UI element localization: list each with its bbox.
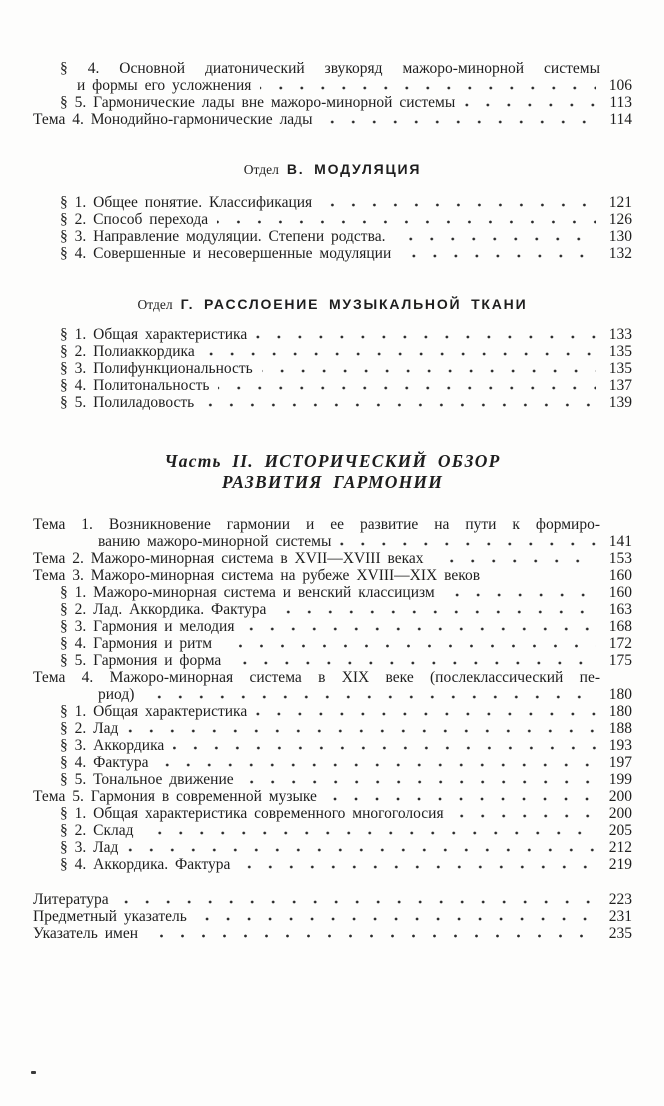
- toc-entry-text: § 5. Гармонические лады вне мажоро-минорной системы: [60, 94, 456, 111]
- toc-entry-text: § 2. Лад: [60, 720, 119, 737]
- toc-entry-page: 175: [608, 652, 632, 669]
- toc-entry-page: 200: [608, 788, 632, 805]
- toc-entry-text: § 4. Гармония и ритм: [60, 635, 213, 652]
- part2-heading-line2: РАЗВИТИЯ ГАРМОНИИ: [221, 472, 444, 492]
- toc-entry-page: 223: [608, 891, 632, 908]
- toc-entry: [33, 822, 632, 839]
- toc-entry-page: 106: [608, 77, 632, 94]
- leader-dots: [489, 576, 596, 580]
- toc-entry-page: 141: [608, 533, 632, 550]
- toc-entry: [33, 891, 632, 908]
- part2-heading: [33, 451, 632, 493]
- toc-entry-page: 135: [608, 343, 632, 360]
- toc-entry: [33, 601, 632, 618]
- toc-entry-page: 121: [608, 194, 632, 211]
- toc-entry-page: 113: [609, 94, 632, 111]
- leader-dots: [118, 900, 596, 904]
- leader-dots: [239, 865, 596, 869]
- toc-entry: [33, 245, 632, 262]
- leader-dots: [173, 746, 596, 750]
- heading-prefix: Отдел: [243, 162, 279, 177]
- leader-dots: [218, 386, 596, 390]
- scan-artifact-dot: [31, 1071, 36, 1074]
- toc-entry-text: § 4. Основной диатонический звукоряд мажоро-минорной системы: [60, 60, 600, 77]
- toc-entry-text: § 3. Полифункциональность: [60, 360, 253, 377]
- toc-entry-text: § 3. Аккордика: [60, 737, 165, 754]
- leader-dots: [203, 403, 596, 407]
- toc-entry-text: § 5. Тональное движение: [60, 771, 234, 788]
- toc-entry: [33, 839, 632, 856]
- toc-entry-page: 153: [608, 550, 632, 567]
- toc-entry-page: 130: [608, 228, 632, 245]
- leader-dots: [260, 86, 596, 90]
- toc-entry-page: 172: [608, 635, 632, 652]
- leader-dots: [143, 831, 597, 835]
- toc-entry: [33, 703, 632, 720]
- toc-entry: [33, 652, 632, 669]
- toc-entry: [33, 686, 632, 703]
- part2-heading-line1: Часть II. ИСТОРИЧЕСКИЙ ОБЗОР: [164, 451, 501, 471]
- toc-entry-text: Тема 3. Мажоро-минорная система на рубеже XVIII—XIX веков: [33, 567, 481, 584]
- toc-entry: [33, 94, 632, 111]
- toc-entry-text: § 2. Полиаккордика: [60, 343, 195, 360]
- toc-entry: [33, 394, 632, 411]
- toc-entry-text: § 1. Общая характеристика: [60, 703, 248, 720]
- leader-dots: [394, 237, 596, 241]
- leader-dots: [243, 780, 596, 784]
- toc-entry: [33, 754, 632, 771]
- toc-entry-text: § 1. Общая характеристика: [60, 326, 248, 343]
- toc-entry-text: § 2. Лад. Аккордика. Фактура: [60, 601, 267, 618]
- leader-dots: [221, 644, 596, 648]
- heading-title: Г. РАССЛОЕНИЕ МУЗЫКАЛЬНОЙ ТКАНИ: [180, 296, 528, 312]
- toc-entry-text: § 5. Гармония и форма: [60, 652, 222, 669]
- leader-dots: [217, 220, 596, 224]
- toc-entry-page: 200: [608, 805, 632, 822]
- toc-entry: [33, 533, 632, 550]
- toc-entry-text: риод): [98, 686, 135, 703]
- toc-entry-text: ванию мажоро-минорной системы: [98, 533, 332, 550]
- leader-dots: [243, 627, 596, 631]
- leader-dots: [321, 120, 596, 124]
- toc-entry: [33, 326, 632, 343]
- toc-entry-text: § 3. Гармония и мелодия: [60, 618, 235, 635]
- heading-title: В. МОДУЛЯЦИЯ: [286, 161, 422, 177]
- leader-dots: [275, 610, 596, 614]
- toc-entry: [33, 360, 632, 377]
- toc-entry: [33, 567, 632, 584]
- section-heading-otdel-g: [33, 296, 632, 313]
- toc-entry: [33, 584, 632, 601]
- toc-entry-page: 212: [608, 839, 632, 856]
- toc-entry-page: 160: [608, 584, 632, 601]
- toc-entry: [33, 111, 632, 128]
- toc-entry-text: Литература: [33, 891, 109, 908]
- toc-entry: [33, 788, 632, 805]
- section-heading-otdel-v: [33, 161, 632, 178]
- toc-entry-page: 205: [608, 822, 632, 839]
- leader-dots: [127, 729, 596, 733]
- toc-entry-page: 135: [608, 360, 632, 377]
- toc-entry-text: § 2. Способ перехода: [60, 211, 209, 228]
- toc-entry-text: § 4. Политональность: [60, 377, 210, 394]
- toc-entry: [33, 618, 632, 635]
- toc-entry: [33, 343, 632, 360]
- toc-entry-text: Указатель имен: [33, 925, 138, 942]
- heading-prefix: Отдел: [137, 297, 173, 312]
- toc-entry: [33, 856, 632, 873]
- leader-dots: [127, 848, 596, 852]
- toc-entry: [33, 771, 632, 788]
- toc-entry-page: 180: [608, 686, 632, 703]
- leader-dots: [147, 934, 596, 938]
- toc-entry: [33, 550, 632, 567]
- toc-entry-text: § 4. Совершенные и несовершенные модуляции: [60, 245, 392, 262]
- toc-entry-page: 219: [608, 856, 632, 873]
- toc-entry-text: § 2. Склад: [60, 822, 134, 839]
- toc-entry-page: 235: [608, 925, 632, 942]
- toc-entry-page: 139: [608, 394, 632, 411]
- leader-dots: [321, 203, 596, 207]
- toc-entry: [33, 908, 632, 925]
- toc-entry-page: 199: [608, 771, 632, 788]
- toc-entry: [33, 737, 632, 754]
- toc-entry: [33, 925, 632, 942]
- section-part2-entries: [33, 516, 632, 873]
- toc-entry: [33, 228, 632, 245]
- leader-dots: [433, 559, 596, 563]
- leader-dots: [196, 917, 596, 921]
- toc-entry-page: 231: [608, 908, 632, 925]
- toc-entry-page: 160: [608, 567, 632, 584]
- toc-entry-page: 193: [608, 737, 632, 754]
- toc-entry-page: 180: [608, 703, 632, 720]
- toc-entry-page: 132: [608, 245, 632, 262]
- toc-entry: [33, 635, 632, 652]
- toc-entry-page: 133: [608, 326, 632, 343]
- toc-entry: [33, 377, 632, 394]
- toc-entry-text: Тема 4. Мажоро-минорная система в XIX веке (послеклассический пе-: [33, 669, 600, 686]
- leader-dots: [326, 797, 596, 801]
- leader-dots: [262, 369, 596, 373]
- toc-entry-text: и формы его усложнения: [77, 77, 252, 94]
- toc-entry: [33, 805, 632, 822]
- section-otdel-g-entries: [33, 326, 632, 411]
- toc-entry-text: Тема 5. Гармония в современной музыке: [33, 788, 317, 805]
- toc-entry: [33, 669, 632, 686]
- toc-entry-page: 137: [608, 377, 632, 394]
- section-backmatter-entries: [33, 891, 632, 942]
- toc-entry-page: 188: [608, 720, 632, 737]
- leader-dots: [340, 542, 596, 546]
- toc-entry-text: § 3. Лад: [60, 839, 119, 856]
- leader-dots: [400, 254, 596, 258]
- toc-entry-text: Тема 2. Мажоро-минорная система в XVII—XVIII веках: [33, 550, 424, 567]
- leader-dots: [444, 593, 596, 597]
- toc-entry-text: § 4. Фактура: [60, 754, 149, 771]
- toc-entry-page: 114: [609, 111, 632, 128]
- leader-dots: [143, 695, 596, 699]
- toc-entry: [33, 77, 632, 94]
- toc-entry-text: Тема 1. Возникновение гармонии и ее развитие на пути к формиро-: [33, 516, 600, 533]
- leader-dots: [230, 661, 596, 665]
- leader-dots: [158, 763, 596, 767]
- toc-entry: [33, 720, 632, 737]
- toc-entry-text: Предметный указатель: [33, 908, 187, 925]
- toc-entry-text: § 1. Общая характеристика современного многоголосия: [60, 805, 444, 822]
- toc-entry-page: 126: [608, 211, 632, 228]
- toc-entry-text: § 5. Полиладовость: [60, 394, 195, 411]
- leader-dots: [464, 103, 596, 107]
- toc-entry-text: Тема 4. Монодийно-гармонические лады: [33, 111, 313, 128]
- toc-entry-page: 168: [608, 618, 632, 635]
- leader-dots: [256, 335, 596, 339]
- toc-entry-text: § 3. Направление модуляции. Степени родства.: [60, 228, 386, 245]
- section-part1-tail: [33, 60, 632, 128]
- toc-entry: [33, 60, 632, 77]
- toc-entry-text: § 1. Общее понятие. Классификация: [60, 194, 313, 211]
- section-otdel-v-entries: [33, 194, 632, 262]
- toc-entry: [33, 516, 632, 533]
- leader-dots: [256, 712, 596, 716]
- toc-entry-page: 163: [608, 601, 632, 618]
- toc-entry-text: § 4. Аккордика. Фактура: [60, 856, 231, 873]
- toc-entry-page: 197: [608, 754, 632, 771]
- toc-entry: [33, 194, 632, 211]
- leader-dots: [204, 352, 596, 356]
- leader-dots: [453, 814, 596, 818]
- toc-entry-text: § 1. Мажоро-минорная система и венский классицизм: [60, 584, 435, 601]
- toc-entry: [33, 211, 632, 228]
